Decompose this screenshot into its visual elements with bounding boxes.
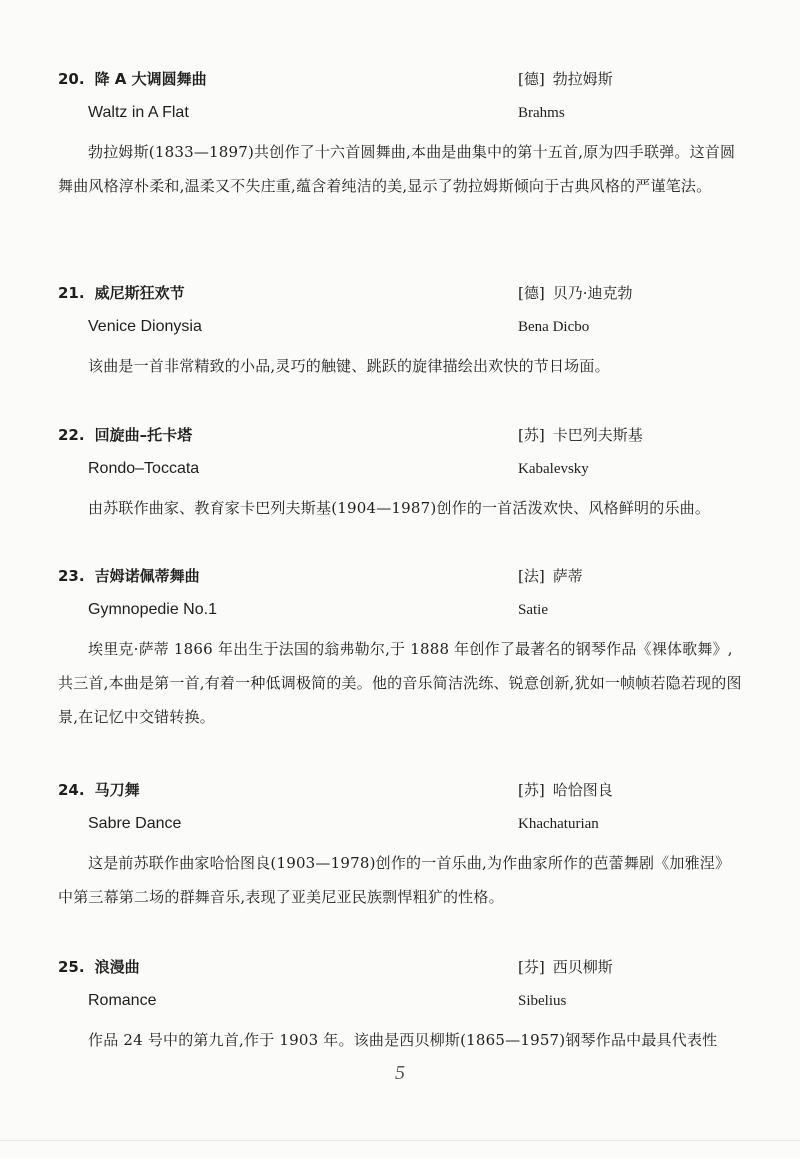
composer-origin: [法]: [518, 567, 545, 585]
entry-number: 22.: [58, 426, 85, 444]
composer-cn: [518, 566, 583, 586]
entry-title-cn: [58, 780, 140, 800]
entry-title-cn: [58, 957, 140, 977]
title-en: Gymnopedie No.1: [88, 601, 217, 618]
composer-origin: [苏]: [518, 781, 545, 799]
composer-cn-name: 西贝柳斯: [552, 958, 613, 976]
composer-cn: [518, 69, 613, 89]
composer-origin: [芬]: [518, 958, 545, 976]
entry-number: 21.: [58, 284, 85, 302]
entry-description: 勃拉姆斯(1833—1897)共创作了十六首圆舞曲,本曲是曲集中的第十五首,原为四手联弹。这首圆舞曲风格淳朴柔和,温柔又不失庄重,蕴含着纯洁的美,显示了勃拉姆斯倾向于古典风格的严谨笔法。: [58, 143, 736, 195]
entry-title-cn: [58, 283, 185, 303]
composer-cn-name: 贝乃·迪克勃: [552, 284, 633, 302]
composer-en: Sibelius: [518, 993, 567, 1009]
entry-title-cn: [58, 69, 207, 89]
bottom-divider: [0, 1140, 800, 1141]
composer-cn-name: 哈恰图良: [552, 781, 613, 799]
title-cn-text: 回旋曲–托卡塔: [94, 426, 193, 444]
entry-number: 20.: [58, 70, 85, 88]
composer-en: Bena Dicbo: [518, 319, 590, 335]
entry-number: 23.: [58, 567, 85, 585]
title-en: Waltz in A Flat: [88, 104, 189, 121]
composer-origin: [苏]: [518, 426, 545, 444]
entry-number: 25.: [58, 958, 85, 976]
composer-en: Khachaturian: [518, 816, 599, 832]
composer-cn: [518, 425, 643, 445]
title-en: Sabre Dance: [88, 815, 182, 832]
composer-cn: [518, 780, 613, 800]
composer-cn-name: 卡巴列夫斯基: [552, 426, 643, 444]
entry-description: 这是前苏联作曲家哈恰图良(1903—1978)创作的一首乐曲,为作曲家所作的芭蕾舞剧《加雅涅》中第三幕第二场的群舞音乐,表现了亚美尼亚民族剽悍粗犷的性格。: [58, 854, 731, 906]
title-cn-text: 浪漫曲: [94, 958, 140, 976]
entry-description: 作品 24 号中的第九首,作于 1903 年。该曲是西贝柳斯(1865—1957)钢琴作品中最具代表性: [88, 1031, 718, 1049]
composer-en: Satie: [518, 602, 548, 618]
composer-en: Kabalevsky: [518, 461, 589, 477]
entry-description: 由苏联作曲家、教育家卡巴列夫斯基(1904—1987)创作的一首活泼欢快、风格鲜明的乐曲。: [88, 499, 711, 517]
title-en: Rondo–Toccata: [88, 460, 200, 477]
composer-cn: [518, 957, 613, 977]
title-cn-text: 降 A 大调圆舞曲: [94, 70, 207, 88]
composer-origin: [德]: [518, 70, 545, 88]
title-en: Romance: [88, 992, 157, 1009]
composer-cn-name: 勃拉姆斯: [552, 70, 613, 88]
composer-en: Brahms: [518, 105, 565, 121]
entry-title-cn: [58, 566, 200, 586]
entry-description: 埃里克·萨蒂 1866 年出生于法国的翁弗勒尔,于 1888 年创作了最著名的钢琴作品《裸体歌舞》,共三首,本曲是第一首,有着一种低调极简的美。他的音乐简洁洗练、锐意创新,犹如一帧帧若隐若现的图景,在记忆中交错转换。: [58, 640, 742, 726]
title-cn-text: 吉姆诺佩蒂舞曲: [94, 567, 200, 585]
page-number: 5: [395, 1062, 405, 1084]
composer-cn: [518, 283, 633, 303]
composer-cn-name: 萨蒂: [552, 567, 583, 585]
entry-title-cn: [58, 425, 192, 445]
title-cn-text: 威尼斯狂欢节: [94, 284, 185, 302]
entry-description: 该曲是一首非常精致的小品,灵巧的触键、跳跃的旋律描绘出欢快的节日场面。: [88, 357, 610, 375]
entry-number: 24.: [58, 781, 85, 799]
title-en: Venice Dionysia: [88, 318, 202, 335]
composer-origin: [德]: [518, 284, 545, 302]
title-cn-text: 马刀舞: [94, 781, 140, 799]
